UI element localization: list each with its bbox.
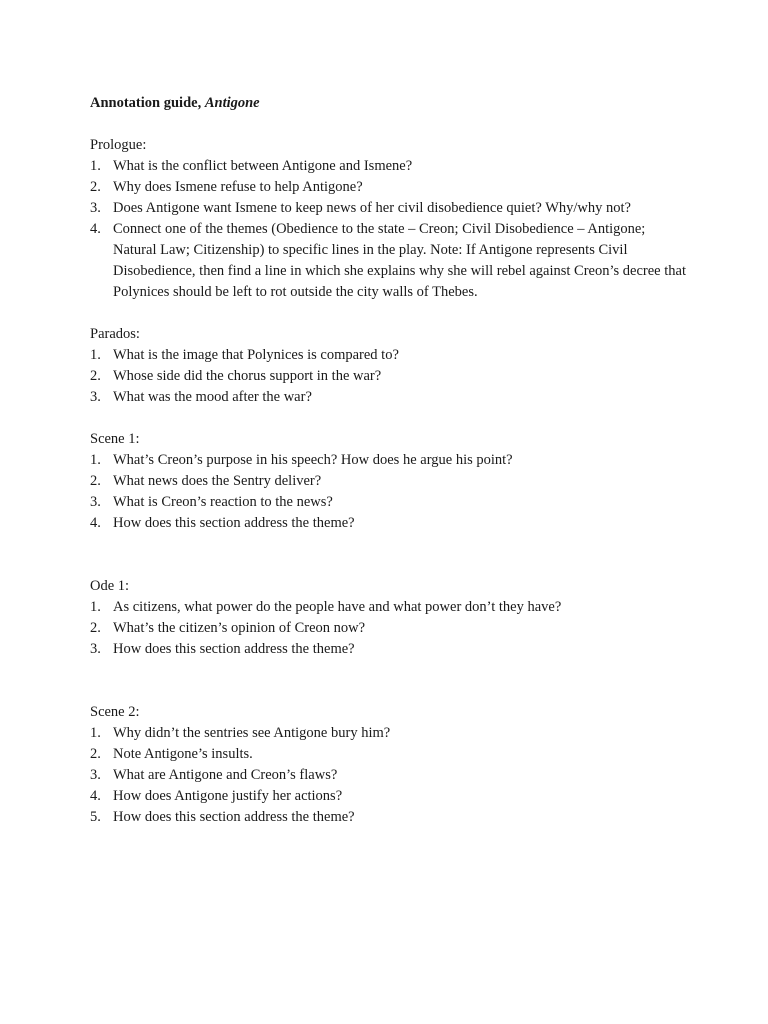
question-number: 1. — [90, 347, 101, 363]
question-text: How does this section address the theme? — [113, 809, 355, 825]
question-number: 3. — [90, 494, 101, 510]
question-text: Note Antigone’s insults. — [113, 746, 253, 762]
question-text: Connect one of the themes (Obedience to the state – Creon; Civil Disobedience – Antigone; Natural Law; Citizenship) to specific lines in the play. Note: If Antigone represents Civil Disobedience, then find a line in which she explains why she will rebel against Creon’s decree that Polynices should be left to rot outside the city walls of Thebes. — [113, 221, 686, 300]
question-list — [90, 156, 690, 303]
question-text: How does Antigone justify her actions? — [113, 788, 343, 804]
section-prologue — [90, 135, 690, 303]
question-item — [90, 786, 690, 807]
document-page — [90, 93, 690, 828]
title-prefix: Annotation guide, — [90, 95, 205, 111]
question-item — [90, 450, 690, 471]
question-text: Whose side did the chorus support in the war? — [113, 368, 382, 384]
question-text: What’s the citizen’s opinion of Creon now? — [113, 620, 366, 636]
question-item — [90, 513, 690, 534]
question-text: What was the mood after the war? — [113, 389, 312, 405]
question-text: What is the conflict between Antigone and Ismene? — [113, 158, 413, 174]
question-text: Why didn’t the sentries see Antigone bury him? — [113, 725, 391, 741]
question-text: Why does Ismene refuse to help Antigone? — [113, 179, 363, 195]
question-number: 2. — [90, 179, 101, 195]
question-list — [90, 597, 690, 660]
question-item — [90, 345, 690, 366]
question-number: 3. — [90, 389, 101, 405]
question-number: 2. — [90, 368, 101, 384]
question-number: 3. — [90, 641, 101, 657]
question-text: Does Antigone want Ismene to keep news of her civil disobedience quiet? Why/why not? — [113, 200, 631, 216]
section-scene-2 — [90, 702, 690, 828]
question-number: 3. — [90, 200, 101, 216]
question-item — [90, 744, 690, 765]
question-list — [90, 450, 690, 534]
question-number: 2. — [90, 620, 101, 636]
question-number: 5. — [90, 809, 101, 825]
question-text: How does this section address the theme? — [113, 515, 355, 531]
question-item — [90, 471, 690, 492]
question-number: 1. — [90, 452, 101, 468]
section-spacer — [90, 534, 690, 576]
question-number: 2. — [90, 746, 101, 762]
section-scene-1 — [90, 429, 690, 534]
question-item — [90, 387, 690, 408]
question-item — [90, 597, 690, 618]
question-item — [90, 156, 690, 177]
question-number: 3. — [90, 767, 101, 783]
section-heading: Prologue: — [90, 137, 147, 153]
question-item — [90, 618, 690, 639]
question-item — [90, 177, 690, 198]
section-heading: Parados: — [90, 326, 140, 342]
title-work: Antigone — [204, 95, 260, 111]
section-parados — [90, 324, 690, 408]
question-number: 1. — [90, 725, 101, 741]
question-text: What are Antigone and Creon’s flaws? — [113, 767, 338, 783]
section-ode-1 — [90, 576, 690, 660]
question-number: 2. — [90, 473, 101, 489]
section-heading: Scene 2: — [90, 704, 140, 720]
question-item — [90, 765, 690, 786]
section-spacer — [90, 303, 690, 324]
question-list — [90, 345, 690, 408]
section-spacer — [90, 660, 690, 702]
question-item — [90, 492, 690, 513]
question-number: 4. — [90, 788, 101, 804]
question-number: 4. — [90, 515, 101, 531]
question-text: As citizens, what power do the people have and what power don’t they have? — [113, 599, 562, 615]
document-title — [90, 93, 690, 114]
question-item — [90, 639, 690, 660]
question-list — [90, 723, 690, 828]
question-item — [90, 723, 690, 744]
question-text: What is the image that Polynices is compared to? — [113, 347, 399, 363]
question-text: What news does the Sentry deliver? — [113, 473, 322, 489]
question-text: What is Creon’s reaction to the news? — [113, 494, 333, 510]
section-spacer — [90, 408, 690, 429]
question-text: What’s Creon’s purpose in his speech? How does he argue his point? — [113, 452, 513, 468]
question-number: 1. — [90, 599, 101, 615]
question-item — [90, 366, 690, 387]
question-text: How does this section address the theme? — [113, 641, 355, 657]
question-item — [90, 198, 690, 219]
question-number: 4. — [90, 221, 101, 237]
question-item — [90, 219, 690, 303]
question-item — [90, 807, 690, 828]
section-heading: Scene 1: — [90, 431, 140, 447]
question-number: 1. — [90, 158, 101, 174]
section-heading: Ode 1: — [90, 578, 130, 594]
